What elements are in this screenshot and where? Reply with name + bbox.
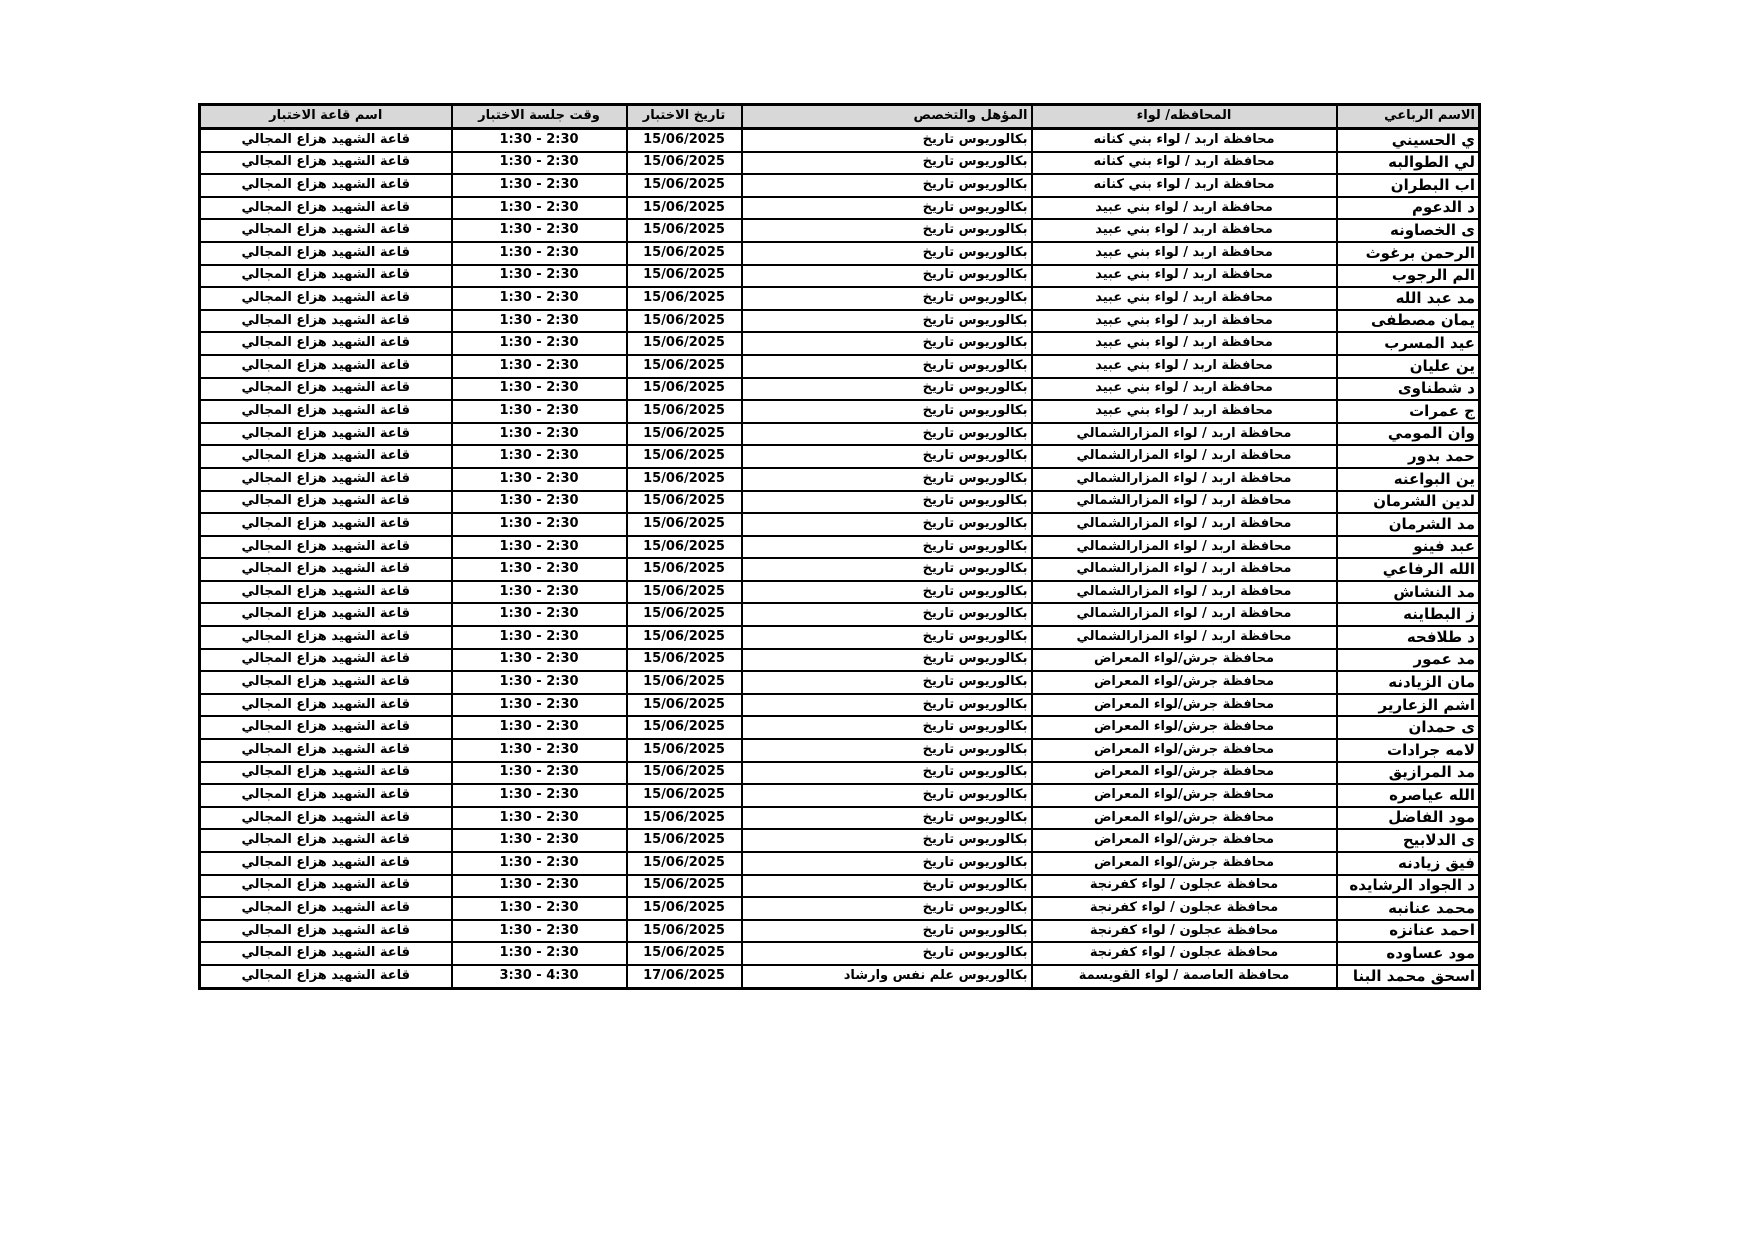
cell-governorate: محافظة جرش/لواء المعراض (1032, 829, 1337, 852)
cell-hall-name: قاعة الشهيد هزاع المجالي (200, 784, 452, 807)
table-row (200, 920, 1480, 943)
cell-governorate: محافظة اربد / لواء المزارالشمالي (1032, 558, 1337, 581)
cell-qualification: بكالوريوس تاريخ (742, 897, 1032, 920)
table-row (200, 174, 1480, 197)
table-row (200, 287, 1480, 310)
cell-governorate: محافظة اربد / لواء بني عبيد (1032, 219, 1337, 242)
cell-session-time: 1:30 - 2:30 (452, 355, 627, 378)
cell-qualification: بكالوريوس تاريخ (742, 671, 1032, 694)
cell-exam-date: 15/06/2025 (627, 513, 742, 536)
cell-full-name: ي الحسيني (1337, 129, 1480, 152)
cell-full-name: لدين الشرمان (1337, 491, 1480, 514)
cell-session-time: 1:30 - 2:30 (452, 378, 627, 401)
table-row (200, 219, 1480, 242)
table-row (200, 965, 1480, 988)
table-row (200, 716, 1480, 739)
cell-session-time: 1:30 - 2:30 (452, 468, 627, 491)
cell-exam-date: 15/06/2025 (627, 219, 742, 242)
cell-full-name: يمان مصطفى (1337, 310, 1480, 333)
table-row (200, 694, 1480, 717)
cell-session-time: 1:30 - 2:30 (452, 152, 627, 175)
table-row (200, 942, 1480, 965)
cell-qualification: بكالوريوس تاريخ (742, 942, 1032, 965)
cell-qualification: بكالوريوس تاريخ (742, 558, 1032, 581)
cell-full-name: مد النشاش (1337, 581, 1480, 604)
cell-exam-date: 15/06/2025 (627, 920, 742, 943)
cell-governorate: محافظة اربد / لواء بني عبيد (1032, 400, 1337, 423)
cell-hall-name: قاعة الشهيد هزاع المجالي (200, 287, 452, 310)
cell-full-name: الله عياصره (1337, 784, 1480, 807)
cell-exam-date: 15/06/2025 (627, 445, 742, 468)
column-header-exam-date: تاريخ الاختبار (627, 105, 742, 129)
cell-session-time: 1:30 - 2:30 (452, 875, 627, 898)
cell-governorate: محافظة اربد / لواء المزارالشمالي (1032, 513, 1337, 536)
cell-qualification: بكالوريوس تاريخ (742, 423, 1032, 446)
table-row (200, 310, 1480, 333)
cell-qualification: بكالوريوس تاريخ (742, 129, 1032, 152)
cell-qualification: بكالوريوس تاريخ (742, 400, 1032, 423)
cell-qualification: بكالوريوس تاريخ (742, 287, 1032, 310)
cell-governorate: محافظة جرش/لواء المعراض (1032, 716, 1337, 739)
cell-session-time: 1:30 - 2:30 (452, 265, 627, 288)
table-row (200, 197, 1480, 220)
cell-full-name: حمد بدور (1337, 445, 1480, 468)
cell-hall-name: قاعة الشهيد هزاع المجالي (200, 197, 452, 220)
column-header-full-name: الاسم الرباعي (1337, 105, 1480, 129)
cell-full-name: مان الزيادنه (1337, 671, 1480, 694)
cell-governorate: محافظة اربد / لواء بني عبيد (1032, 310, 1337, 333)
cell-full-name: اب البطران (1337, 174, 1480, 197)
cell-session-time: 1:30 - 2:30 (452, 603, 627, 626)
cell-session-time: 1:30 - 2:30 (452, 536, 627, 559)
cell-full-name: لي الطوالبه (1337, 152, 1480, 175)
cell-full-name: ين البواعنه (1337, 468, 1480, 491)
cell-exam-date: 15/06/2025 (627, 174, 742, 197)
cell-governorate: محافظة جرش/لواء المعراض (1032, 852, 1337, 875)
cell-qualification: بكالوريوس تاريخ (742, 784, 1032, 807)
cell-hall-name: قاعة الشهيد هزاع المجالي (200, 378, 452, 401)
table-row (200, 897, 1480, 920)
cell-session-time: 1:30 - 2:30 (452, 491, 627, 514)
cell-governorate: محافظة العاصمة / لواء القويسمة (1032, 965, 1337, 988)
cell-session-time: 1:30 - 2:30 (452, 671, 627, 694)
cell-full-name: الم الرجوب (1337, 265, 1480, 288)
cell-session-time: 1:30 - 2:30 (452, 197, 627, 220)
cell-governorate: محافظة اربد / لواء المزارالشمالي (1032, 491, 1337, 514)
cell-hall-name: قاعة الشهيد هزاع المجالي (200, 423, 452, 446)
cell-hall-name: قاعة الشهيد هزاع المجالي (200, 603, 452, 626)
cell-exam-date: 15/06/2025 (627, 355, 742, 378)
cell-governorate: محافظة عجلون / لواء كفرنجة (1032, 875, 1337, 898)
cell-full-name: مود عساوده (1337, 942, 1480, 965)
cell-session-time: 1:30 - 2:30 (452, 762, 627, 785)
cell-hall-name: قاعة الشهيد هزاع المجالي (200, 829, 452, 852)
cell-session-time: 1:30 - 2:30 (452, 626, 627, 649)
exam-schedule-table (198, 103, 1481, 990)
cell-qualification: بكالوريوس تاريخ (742, 649, 1032, 672)
cell-session-time: 1:30 - 2:30 (452, 310, 627, 333)
cell-hall-name: قاعة الشهيد هزاع المجالي (200, 581, 452, 604)
cell-session-time: 1:30 - 2:30 (452, 445, 627, 468)
cell-exam-date: 15/06/2025 (627, 491, 742, 514)
cell-governorate: محافظة اربد / لواء المزارالشمالي (1032, 536, 1337, 559)
table-row (200, 739, 1480, 762)
cell-exam-date: 15/06/2025 (627, 332, 742, 355)
cell-hall-name: قاعة الشهيد هزاع المجالي (200, 694, 452, 717)
cell-session-time: 1:30 - 2:30 (452, 852, 627, 875)
cell-qualification: بكالوريوس تاريخ (742, 219, 1032, 242)
cell-hall-name: قاعة الشهيد هزاع المجالي (200, 558, 452, 581)
cell-qualification: بكالوريوس تاريخ (742, 626, 1032, 649)
cell-session-time: 1:30 - 2:30 (452, 649, 627, 672)
table-row (200, 875, 1480, 898)
table-row (200, 445, 1480, 468)
cell-full-name: اسحق محمد البنا (1337, 965, 1480, 988)
cell-exam-date: 15/06/2025 (627, 852, 742, 875)
cell-full-name: ز البطاينه (1337, 603, 1480, 626)
cell-exam-date: 15/06/2025 (627, 129, 742, 152)
cell-full-name: الرحمن برغوث (1337, 242, 1480, 265)
cell-exam-date: 17/06/2025 (627, 965, 742, 988)
cell-session-time: 1:30 - 2:30 (452, 129, 627, 152)
cell-governorate: محافظة اربد / لواء بني عبيد (1032, 265, 1337, 288)
cell-exam-date: 15/06/2025 (627, 378, 742, 401)
cell-hall-name: قاعة الشهيد هزاع المجالي (200, 920, 452, 943)
table-row (200, 581, 1480, 604)
table-row (200, 671, 1480, 694)
cell-exam-date: 15/06/2025 (627, 671, 742, 694)
cell-hall-name: قاعة الشهيد هزاع المجالي (200, 626, 452, 649)
cell-qualification: بكالوريوس تاريخ (742, 807, 1032, 830)
cell-governorate: محافظة اربد / لواء بني عبيد (1032, 355, 1337, 378)
cell-qualification: بكالوريوس تاريخ (742, 174, 1032, 197)
cell-hall-name: قاعة الشهيد هزاع المجالي (200, 739, 452, 762)
cell-exam-date: 15/06/2025 (627, 739, 742, 762)
cell-exam-date: 15/06/2025 (627, 762, 742, 785)
cell-session-time: 1:30 - 2:30 (452, 174, 627, 197)
cell-hall-name: قاعة الشهيد هزاع المجالي (200, 355, 452, 378)
cell-full-name: عيد المسرب (1337, 332, 1480, 355)
column-header-qualification: المؤهل والتخصص (742, 105, 1032, 129)
cell-governorate: محافظة عجلون / لواء كفرنجة (1032, 920, 1337, 943)
cell-governorate: محافظة جرش/لواء المعراض (1032, 649, 1337, 672)
cell-full-name: عبد فينو (1337, 536, 1480, 559)
cell-qualification: بكالوريوس تاريخ (742, 852, 1032, 875)
cell-hall-name: قاعة الشهيد هزاع المجالي (200, 310, 452, 333)
cell-qualification: بكالوريوس تاريخ (742, 603, 1032, 626)
cell-full-name: فيق زيادنه (1337, 852, 1480, 875)
cell-governorate: محافظة اربد / لواء بني عبيد (1032, 378, 1337, 401)
cell-governorate: محافظة عجلون / لواء كفرنجة (1032, 897, 1337, 920)
column-header-hall-name: اسم قاعة الاختبار (200, 105, 452, 129)
cell-governorate: محافظة اربد / لواء بني كنانه (1032, 174, 1337, 197)
table-row (200, 536, 1480, 559)
cell-governorate: محافظة جرش/لواء المعراض (1032, 784, 1337, 807)
table-row (200, 603, 1480, 626)
cell-full-name: د الجواد الرشايده (1337, 875, 1480, 898)
cell-full-name: ج عمرات (1337, 400, 1480, 423)
cell-exam-date: 15/06/2025 (627, 603, 742, 626)
table-header-row (200, 105, 1480, 129)
cell-qualification: بكالوريوس تاريخ (742, 716, 1032, 739)
cell-qualification: بكالوريوس علم نفس وارشاد (742, 965, 1032, 988)
cell-session-time: 1:30 - 2:30 (452, 807, 627, 830)
cell-hall-name: قاعة الشهيد هزاع المجالي (200, 671, 452, 694)
cell-exam-date: 15/06/2025 (627, 536, 742, 559)
cell-session-time: 1:30 - 2:30 (452, 739, 627, 762)
cell-exam-date: 15/06/2025 (627, 649, 742, 672)
table-row (200, 852, 1480, 875)
cell-qualification: بكالوريوس تاريخ (742, 491, 1032, 514)
cell-session-time: 1:30 - 2:30 (452, 242, 627, 265)
cell-governorate: محافظة اربد / لواء المزارالشمالي (1032, 445, 1337, 468)
cell-session-time: 1:30 - 2:30 (452, 920, 627, 943)
cell-exam-date: 15/06/2025 (627, 310, 742, 333)
cell-hall-name: قاعة الشهيد هزاع المجالي (200, 400, 452, 423)
cell-governorate: محافظة جرش/لواء المعراض (1032, 762, 1337, 785)
cell-hall-name: قاعة الشهيد هزاع المجالي (200, 875, 452, 898)
cell-qualification: بكالوريوس تاريخ (742, 242, 1032, 265)
cell-qualification: بكالوريوس تاريخ (742, 378, 1032, 401)
cell-full-name: مود الفاضل (1337, 807, 1480, 830)
table-row (200, 807, 1480, 830)
cell-full-name: ى الخصاونه (1337, 219, 1480, 242)
cell-exam-date: 15/06/2025 (627, 423, 742, 446)
cell-qualification: بكالوريوس تاريخ (742, 310, 1032, 333)
cell-governorate: محافظة اربد / لواء بني عبيد (1032, 332, 1337, 355)
cell-session-time: 1:30 - 2:30 (452, 897, 627, 920)
cell-hall-name: قاعة الشهيد هزاع المجالي (200, 807, 452, 830)
table-row (200, 468, 1480, 491)
cell-hall-name: قاعة الشهيد هزاع المجالي (200, 265, 452, 288)
cell-governorate: محافظة اربد / لواء المزارالشمالي (1032, 581, 1337, 604)
cell-session-time: 1:30 - 2:30 (452, 219, 627, 242)
cell-governorate: محافظة عجلون / لواء كفرنجة (1032, 942, 1337, 965)
table-row (200, 558, 1480, 581)
cell-exam-date: 15/06/2025 (627, 694, 742, 717)
cell-session-time: 1:30 - 2:30 (452, 694, 627, 717)
cell-governorate: محافظة اربد / لواء بني عبيد (1032, 242, 1337, 265)
table-row (200, 649, 1480, 672)
table-row (200, 129, 1480, 152)
cell-hall-name: قاعة الشهيد هزاع المجالي (200, 332, 452, 355)
cell-exam-date: 15/06/2025 (627, 265, 742, 288)
table-row (200, 491, 1480, 514)
cell-qualification: بكالوريوس تاريخ (742, 581, 1032, 604)
cell-qualification: بكالوريوس تاريخ (742, 468, 1032, 491)
cell-governorate: محافظة جرش/لواء المعراض (1032, 694, 1337, 717)
cell-qualification: بكالوريوس تاريخ (742, 197, 1032, 220)
cell-session-time: 1:30 - 2:30 (452, 558, 627, 581)
cell-qualification: بكالوريوس تاريخ (742, 829, 1032, 852)
cell-hall-name: قاعة الشهيد هزاع المجالي (200, 491, 452, 514)
cell-hall-name: قاعة الشهيد هزاع المجالي (200, 965, 452, 988)
cell-governorate: محافظة اربد / لواء بني عبيد (1032, 197, 1337, 220)
cell-governorate: محافظة جرش/لواء المعراض (1032, 807, 1337, 830)
cell-governorate: محافظة اربد / لواء المزارالشمالي (1032, 423, 1337, 446)
cell-hall-name: قاعة الشهيد هزاع المجالي (200, 242, 452, 265)
cell-qualification: بكالوريوس تاريخ (742, 762, 1032, 785)
cell-exam-date: 15/06/2025 (627, 626, 742, 649)
table-row (200, 423, 1480, 446)
cell-hall-name: قاعة الشهيد هزاع المجالي (200, 219, 452, 242)
cell-qualification: بكالوريوس تاريخ (742, 265, 1032, 288)
cell-full-name: اشم الزعارير (1337, 694, 1480, 717)
cell-exam-date: 15/06/2025 (627, 942, 742, 965)
cell-full-name: لامه جرادات (1337, 739, 1480, 762)
table-row (200, 513, 1480, 536)
cell-qualification: بكالوريوس تاريخ (742, 536, 1032, 559)
table-row (200, 378, 1480, 401)
cell-full-name: مد المرازيق (1337, 762, 1480, 785)
cell-exam-date: 15/06/2025 (627, 581, 742, 604)
cell-hall-name: قاعة الشهيد هزاع المجالي (200, 942, 452, 965)
cell-session-time: 1:30 - 2:30 (452, 829, 627, 852)
cell-exam-date: 15/06/2025 (627, 807, 742, 830)
cell-full-name: وان المومي (1337, 423, 1480, 446)
cell-qualification: بكالوريوس تاريخ (742, 694, 1032, 717)
cell-qualification: بكالوريوس تاريخ (742, 332, 1032, 355)
cell-governorate: محافظة اربد / لواء بني كنانه (1032, 129, 1337, 152)
cell-full-name: الله الرفاعي (1337, 558, 1480, 581)
cell-hall-name: قاعة الشهيد هزاع المجالي (200, 468, 452, 491)
cell-exam-date: 15/06/2025 (627, 558, 742, 581)
cell-exam-date: 15/06/2025 (627, 875, 742, 898)
cell-full-name: مد عبد الله (1337, 287, 1480, 310)
table-row (200, 829, 1480, 852)
cell-session-time: 3:30 - 4:30 (452, 965, 627, 988)
table-row (200, 400, 1480, 423)
cell-session-time: 1:30 - 2:30 (452, 513, 627, 536)
cell-exam-date: 15/06/2025 (627, 784, 742, 807)
table-row (200, 332, 1480, 355)
cell-exam-date: 15/06/2025 (627, 400, 742, 423)
cell-governorate: محافظة اربد / لواء المزارالشمالي (1032, 626, 1337, 649)
cell-hall-name: قاعة الشهيد هزاع المجالي (200, 716, 452, 739)
cell-exam-date: 15/06/2025 (627, 897, 742, 920)
cell-full-name: مد الشرمان (1337, 513, 1480, 536)
cell-hall-name: قاعة الشهيد هزاع المجالي (200, 152, 452, 175)
cell-governorate: محافظة اربد / لواء المزارالشمالي (1032, 603, 1337, 626)
cell-hall-name: قاعة الشهيد هزاع المجالي (200, 445, 452, 468)
cell-session-time: 1:30 - 2:30 (452, 400, 627, 423)
cell-hall-name: قاعة الشهيد هزاع المجالي (200, 174, 452, 197)
cell-governorate: محافظة اربد / لواء المزارالشمالي (1032, 468, 1337, 491)
cell-exam-date: 15/06/2025 (627, 242, 742, 265)
cell-full-name: مد عمور (1337, 649, 1480, 672)
cell-governorate: محافظة اربد / لواء بني عبيد (1032, 287, 1337, 310)
cell-hall-name: قاعة الشهيد هزاع المجالي (200, 649, 452, 672)
table-row (200, 242, 1480, 265)
table-body (200, 129, 1480, 989)
cell-qualification: بكالوريوس تاريخ (742, 445, 1032, 468)
cell-hall-name: قاعة الشهيد هزاع المجالي (200, 852, 452, 875)
cell-qualification: بكالوريوس تاريخ (742, 152, 1032, 175)
cell-session-time: 1:30 - 2:30 (452, 423, 627, 446)
cell-qualification: بكالوريوس تاريخ (742, 875, 1032, 898)
cell-governorate: محافظة اربد / لواء بني كنانه (1032, 152, 1337, 175)
cell-full-name: د الدعوم (1337, 197, 1480, 220)
cell-hall-name: قاعة الشهيد هزاع المجالي (200, 897, 452, 920)
table-row (200, 355, 1480, 378)
cell-qualification: بكالوريوس تاريخ (742, 355, 1032, 378)
cell-session-time: 1:30 - 2:30 (452, 784, 627, 807)
cell-exam-date: 15/06/2025 (627, 197, 742, 220)
cell-hall-name: قاعة الشهيد هزاع المجالي (200, 129, 452, 152)
cell-full-name: د طلافحه (1337, 626, 1480, 649)
cell-full-name: محمد عنانبه (1337, 897, 1480, 920)
cell-exam-date: 15/06/2025 (627, 468, 742, 491)
cell-full-name: ين عليان (1337, 355, 1480, 378)
table-row (200, 265, 1480, 288)
cell-session-time: 1:30 - 2:30 (452, 581, 627, 604)
cell-governorate: محافظة جرش/لواء المعراض (1032, 739, 1337, 762)
exam-schedule-sheet (198, 103, 1481, 990)
cell-qualification: بكالوريوس تاريخ (742, 739, 1032, 762)
cell-exam-date: 15/06/2025 (627, 287, 742, 310)
cell-hall-name: قاعة الشهيد هزاع المجالي (200, 762, 452, 785)
cell-session-time: 1:30 - 2:30 (452, 942, 627, 965)
cell-session-time: 1:30 - 2:30 (452, 287, 627, 310)
column-header-session-time: وقت جلسة الاختبار (452, 105, 627, 129)
cell-full-name: ى حمدان (1337, 716, 1480, 739)
column-header-governorate: المحافظه/ لواء (1032, 105, 1337, 129)
table-row (200, 762, 1480, 785)
cell-session-time: 1:30 - 2:30 (452, 332, 627, 355)
table-row (200, 626, 1480, 649)
cell-full-name: احمد عنانزه (1337, 920, 1480, 943)
cell-hall-name: قاعة الشهيد هزاع المجالي (200, 536, 452, 559)
cell-hall-name: قاعة الشهيد هزاع المجالي (200, 513, 452, 536)
cell-qualification: بكالوريوس تاريخ (742, 920, 1032, 943)
table-row (200, 784, 1480, 807)
cell-full-name: د شطناوى (1337, 378, 1480, 401)
cell-session-time: 1:30 - 2:30 (452, 716, 627, 739)
cell-exam-date: 15/06/2025 (627, 829, 742, 852)
cell-exam-date: 15/06/2025 (627, 152, 742, 175)
cell-qualification: بكالوريوس تاريخ (742, 513, 1032, 536)
cell-exam-date: 15/06/2025 (627, 716, 742, 739)
cell-governorate: محافظة جرش/لواء المعراض (1032, 671, 1337, 694)
table-row (200, 152, 1480, 175)
cell-full-name: ى الدلابيح (1337, 829, 1480, 852)
